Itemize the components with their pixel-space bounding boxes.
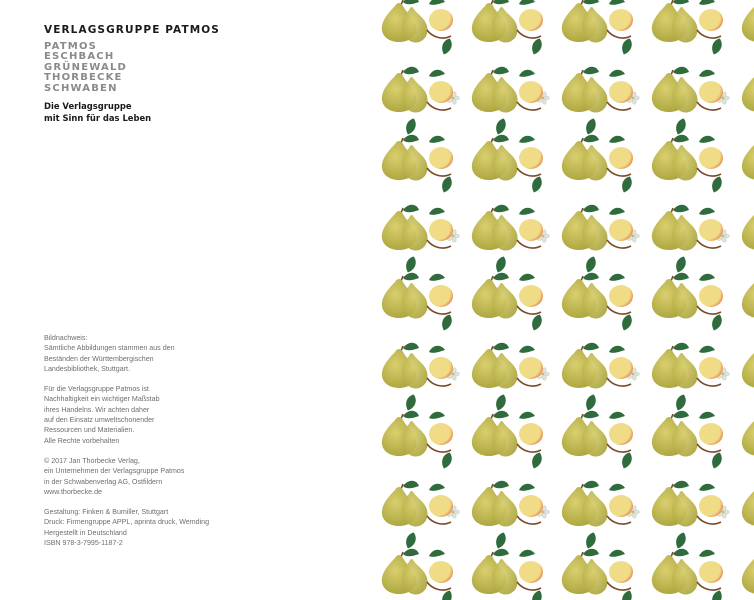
pear-icon — [382, 205, 428, 251]
apple-icon — [517, 208, 543, 248]
leaf-icon — [674, 255, 688, 274]
sustainability-line: Für die Verlagsgruppe Patmos ist — [44, 385, 149, 394]
pear-icon — [652, 411, 698, 457]
apple-icon — [517, 136, 543, 176]
credits-line: Bildnachweis: — [44, 334, 88, 342]
pattern-tile — [562, 273, 640, 412]
copyright-line: in der Schwabenverlag AG, Ostfildern — [44, 477, 163, 486]
pattern-tile — [382, 273, 460, 412]
pear-icon — [742, 205, 754, 251]
imprint-item: GRÜNEWALD — [44, 61, 128, 73]
pear-icon — [562, 205, 608, 251]
apple-icon — [607, 484, 633, 524]
apple-icon — [517, 0, 543, 38]
leaf-icon — [674, 393, 688, 412]
pear-icon — [742, 135, 754, 181]
leaf-icon — [710, 175, 724, 194]
pear-icon — [652, 549, 698, 595]
leaf-icon — [530, 175, 544, 194]
pear-icon — [382, 481, 428, 527]
apple-icon — [607, 274, 633, 314]
sustainability-line: Alle Rechte vorbehalten — [44, 436, 120, 445]
apple-icon — [427, 550, 453, 590]
copyright-line: ein Unternehmen der Verlagsgruppe Patmos — [44, 467, 185, 476]
pattern-tile — [382, 135, 460, 274]
leaf-icon — [440, 451, 454, 470]
pear-icon — [652, 481, 698, 527]
leaf-icon — [674, 531, 688, 550]
pattern-tile — [652, 411, 730, 550]
leaf-icon — [710, 313, 724, 332]
pear-icon — [472, 67, 518, 113]
pear-icon — [472, 205, 518, 251]
apple-icon — [607, 550, 633, 590]
apple-icon — [517, 412, 543, 452]
leaf-icon — [584, 255, 598, 274]
leaf-icon — [530, 37, 544, 56]
leaf-icon — [620, 451, 634, 470]
pear-icon — [472, 343, 518, 389]
credits-line: Sämtliche Abbildungen stammen aus den — [44, 344, 175, 353]
pear-icon — [472, 549, 518, 595]
pear-icon — [472, 273, 518, 319]
leaf-icon — [440, 313, 454, 332]
pattern-tile — [472, 411, 550, 550]
apple-icon — [697, 208, 723, 248]
apple-icon — [607, 412, 633, 452]
sustainability-line: Ressourcen und Materialien. — [44, 426, 135, 435]
pear-icon — [382, 0, 428, 43]
pattern-tile — [472, 0, 550, 136]
sustainability-line: auf den Einsatz umweltschonender — [44, 416, 155, 425]
apple-icon — [607, 208, 633, 248]
apple-icon — [517, 274, 543, 314]
apple-icon — [607, 346, 633, 386]
pear-icon — [742, 67, 754, 113]
pattern-tile — [742, 135, 754, 274]
pear-icon — [742, 481, 754, 527]
apple-icon — [427, 0, 453, 38]
leaf-icon — [584, 393, 598, 412]
pear-icon — [562, 0, 608, 43]
pear-icon — [652, 0, 698, 43]
pear-icon — [382, 67, 428, 113]
production-line: Gestaltung: Finken & Bumiller, Stuttgart — [44, 508, 169, 517]
apple-icon — [517, 550, 543, 590]
leaf-icon — [440, 37, 454, 56]
pear-icon — [472, 135, 518, 181]
credits-line: Landesbibliothek, Stuttgart. — [44, 364, 130, 373]
pear-icon — [742, 549, 754, 595]
pear-icon — [742, 411, 754, 457]
pattern-tile — [562, 549, 640, 600]
apple-icon — [427, 484, 453, 524]
production-line: Druck: Firmengruppe APPL, aprinta druck, Wemding — [44, 518, 210, 527]
pattern-tile — [472, 549, 550, 600]
apple-icon — [427, 136, 453, 176]
leaf-icon — [404, 117, 418, 136]
pear-icon — [562, 273, 608, 319]
apple-icon — [607, 70, 633, 110]
pear-icon — [652, 343, 698, 389]
apple-icon — [697, 70, 723, 110]
leaf-icon — [584, 117, 598, 136]
sustainability-line: ihres Handelns. Wir achten daher — [44, 405, 150, 414]
copyright-line: © 2017 Jan Thorbecke Verlag, — [44, 456, 140, 465]
pattern-tile — [472, 273, 550, 412]
sustainability-line: Nachhaltigkeit ein wichtiger Maßstab — [44, 395, 160, 404]
leaf-icon — [494, 393, 508, 412]
pear-icon — [742, 0, 754, 43]
pattern-tile — [742, 273, 754, 412]
pattern-tile — [652, 135, 730, 274]
pattern-tile — [562, 0, 640, 136]
pear-icon — [742, 273, 754, 319]
leaf-icon — [494, 117, 508, 136]
apple-icon — [697, 346, 723, 386]
leaf-icon — [494, 255, 508, 274]
apple-icon — [517, 346, 543, 386]
apple-icon — [517, 70, 543, 110]
isbn: ISBN 978-3-7995-1187-2 — [44, 539, 123, 548]
pear-icon — [562, 67, 608, 113]
pattern-tile — [652, 0, 730, 136]
credits-line: Beständen der Württembergischen — [44, 354, 154, 363]
pear-icon — [472, 481, 518, 527]
imprint-list — [44, 42, 127, 94]
pear-icon — [562, 411, 608, 457]
pear-icon — [382, 273, 428, 319]
pear-icon — [562, 549, 608, 595]
apple-icon — [697, 136, 723, 176]
pear-icon — [472, 0, 518, 43]
pear-icon — [562, 481, 608, 527]
pattern-tile — [562, 135, 640, 274]
leaf-icon — [710, 451, 724, 470]
apple-icon — [427, 274, 453, 314]
imprint-item: ESCHBACH — [44, 51, 115, 63]
pattern-tile — [562, 411, 640, 550]
pattern-tile — [742, 0, 754, 136]
apple-icon — [697, 0, 723, 38]
pear-icon — [382, 343, 428, 389]
imprint-text — [44, 333, 244, 558]
leaf-icon — [530, 313, 544, 332]
leaf-icon — [620, 37, 634, 56]
pear-icon — [562, 343, 608, 389]
pear-icon — [742, 343, 754, 389]
leaf-icon — [404, 255, 418, 274]
leaf-icon — [530, 451, 544, 470]
pear-icon — [652, 273, 698, 319]
pattern-tile — [742, 549, 754, 600]
leaf-icon — [710, 37, 724, 56]
production-line: Hergestellt in Deutschland — [44, 528, 127, 537]
leaf-icon — [620, 175, 634, 194]
pattern-tile — [652, 273, 730, 412]
pattern-tile — [652, 549, 730, 600]
leaf-icon — [404, 531, 418, 550]
copyright-notice — [44, 456, 244, 497]
apple-icon — [517, 484, 543, 524]
apple-icon — [697, 550, 723, 590]
fruit-pattern — [377, 0, 754, 600]
pear-icon — [382, 411, 428, 457]
copyright-line: www.thorbecke.de — [44, 487, 102, 496]
pattern-tile — [742, 411, 754, 550]
leaf-icon — [584, 531, 598, 550]
apple-icon — [427, 412, 453, 452]
sustainability-note — [44, 384, 244, 446]
leaf-icon — [404, 393, 418, 412]
publisher-tagline — [44, 100, 151, 124]
pattern-tile — [382, 411, 460, 550]
pear-icon — [382, 549, 428, 595]
leaf-icon — [494, 531, 508, 550]
imprint-item: THORBECKE — [44, 72, 123, 84]
fruit-pattern-page — [377, 0, 754, 600]
apple-icon — [427, 346, 453, 386]
pear-icon — [652, 205, 698, 251]
pear-icon — [382, 135, 428, 181]
apple-icon — [427, 70, 453, 110]
imprint-item: SCHWABEN — [44, 82, 118, 94]
pear-icon — [472, 411, 518, 457]
pear-icon — [562, 135, 608, 181]
tagline-line: mit Sinn für das Leben — [44, 113, 152, 123]
tagline-line: Die Verlagsgruppe — [44, 101, 132, 111]
apple-icon — [607, 0, 633, 38]
leaf-icon — [674, 117, 688, 136]
production-details — [44, 507, 244, 548]
publisher-name: VERLAGSGRUPPE PATMOS — [44, 24, 220, 36]
pear-icon — [652, 135, 698, 181]
pattern-tile — [382, 0, 460, 136]
picture-credits — [44, 333, 244, 374]
pattern-tile — [472, 135, 550, 274]
apple-icon — [427, 208, 453, 248]
apple-icon — [607, 136, 633, 176]
pear-icon — [652, 67, 698, 113]
leaf-icon — [620, 313, 634, 332]
pattern-tile — [382, 549, 460, 600]
apple-icon — [697, 484, 723, 524]
imprint-item: PATMOS — [44, 41, 98, 52]
leaf-icon — [440, 175, 454, 194]
apple-icon — [697, 274, 723, 314]
apple-icon — [697, 412, 723, 452]
